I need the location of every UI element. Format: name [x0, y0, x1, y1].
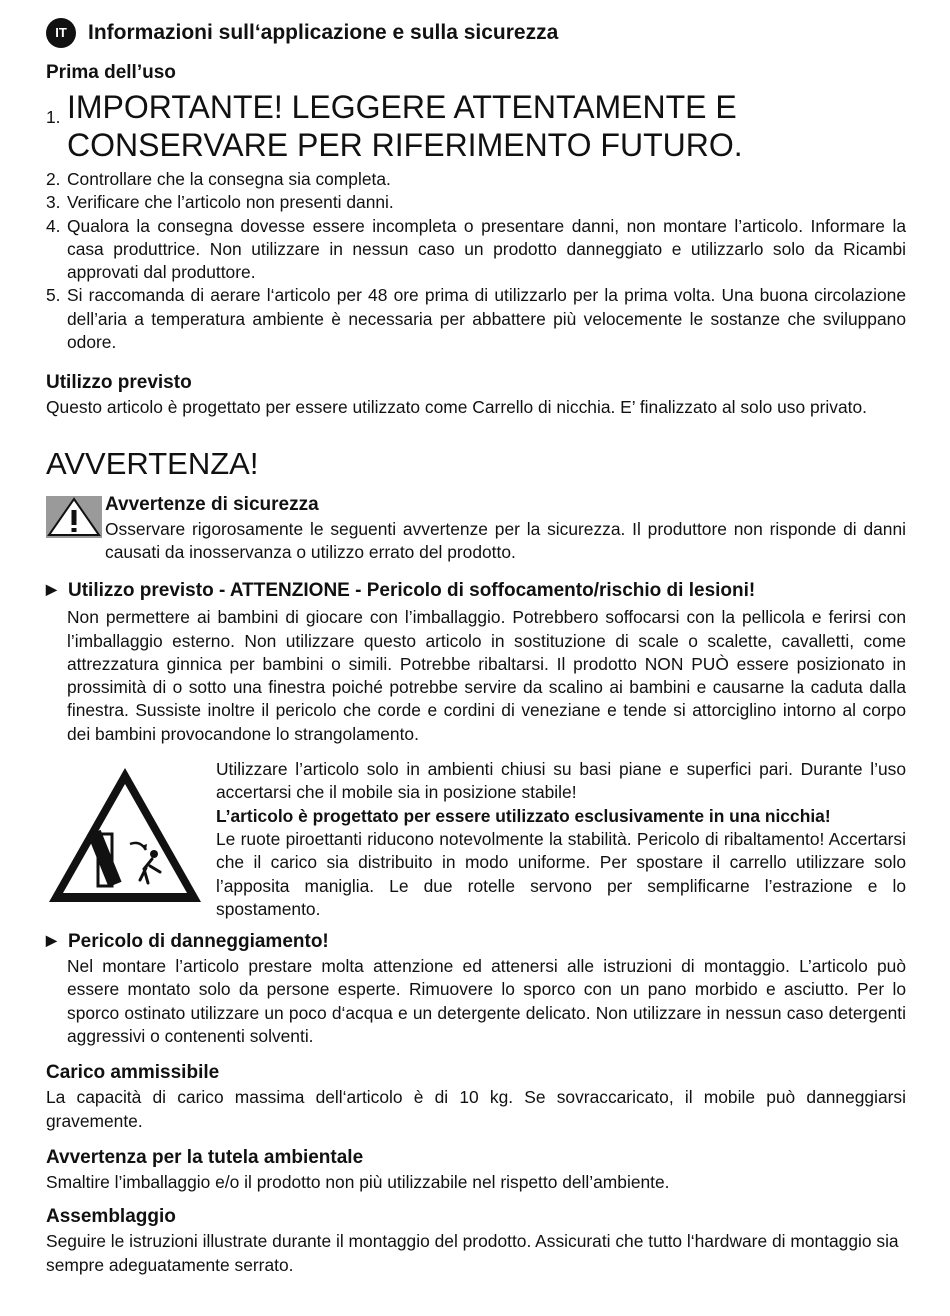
arrow-right-icon: ▶ — [46, 581, 57, 598]
list-item — [46, 284, 906, 354]
assembly-heading: Assemblaggio — [46, 1206, 176, 1228]
item-number: 3. — [46, 192, 61, 213]
damage-heading-row — [46, 931, 906, 953]
item-text: Controllare che la consegna sia completa. — [67, 169, 391, 189]
damage-heading: Pericolo di danneggiamento! — [68, 931, 329, 953]
item-text: Si raccomanda di aerare l‘articolo per 48 ore prima di utilizzarlo per la prima volta. Una buona circolazione dell’aria a temperatura ambiente è necessaria per abbattere più velocemente le sostanze che sviluppano odore. — [67, 285, 906, 353]
list-item — [46, 215, 906, 285]
safety-heading: Avvertenze di sicurezza — [105, 493, 319, 515]
item-number: 2. — [46, 169, 61, 189]
damage-text: Nel montare l’articolo prestare molta attenzione ed attenersi alle istruzioni di montaggio. L’articolo può essere montato solo da persone esperte. Rimuovere lo sporco con un pano morbido e asciutto. Per lo sporco ostinato utilizzare un poco d‘acqua e un detergente delicato. Non utilizzare in nessun caso detergenti aggressivi o contenenti solventi. — [67, 956, 906, 1047]
item-number: 1. — [46, 107, 61, 127]
warning-triangle-icon — [46, 496, 102, 538]
page-title: Informazioni sull‘applicazione e sulla sicurezza — [88, 21, 559, 44]
important-notice — [46, 88, 906, 164]
attention-section — [46, 580, 906, 746]
attention-heading: Utilizzo previsto - ATTENZIONE - Pericolo di soffocamento/rischio di lesioni! — [68, 580, 756, 602]
assembly-text: Seguire le istruzioni illustrate durante il montaggio del prodotto. Assicurati che tutto l‘hardware di montaggio sia sempre adeguatamente serrato. — [46, 1231, 899, 1275]
tipping-section — [46, 758, 906, 921]
tipping-text-2: Le ruote piroettanti riducono notevolmente la stabilità. Pericolo di ribaltamento! Accertarsi che il carico sia distribuito in modo uniforme. Per spostare il carrello utilizzare solo l’apposita maniglia. Le due rotelle servono per semplificarne l’estrazione e lo spostamento. — [216, 828, 906, 919]
arrow-right-icon: ▶ — [46, 932, 57, 949]
item-text: Verificare che l’articolo non presenti danni. — [67, 192, 394, 213]
environment-section — [46, 1147, 906, 1194]
tipping-bold-text: L’articolo è progettato per essere utilizzato esclusivamente in una nicchia! — [216, 805, 831, 826]
safety-text: Osservare rigorosamente le seguenti avvertenze per la sicurezza. Il produttore non risponde di danni causati da inosservanza o utilizzo errato del prodotto. — [105, 518, 906, 562]
safety-content — [105, 494, 906, 565]
item-number: 5. — [46, 285, 61, 306]
tipping-content — [216, 758, 906, 921]
intended-use-section — [46, 372, 906, 419]
list-item — [46, 191, 906, 214]
assembly-section — [46, 1206, 906, 1277]
intended-use-text: Questo articolo è progettato per essere utilizzato come Carrello di nicchia. E’ finalizzato al solo uso privato. — [46, 397, 867, 418]
environment-heading: Avvertenza per la tutela ambientale — [46, 1146, 364, 1168]
tipping-hazard-icon — [46, 764, 204, 906]
warning-heading: AVVERTENZA! — [46, 445, 259, 481]
attention-text: Non permettere ai bambini di giocare con l’imballaggio. Potrebbero soffocarsi con la pellicola e ferirsi con l’imballaggio esterno. Non utilizzare questo articolo in sostituzione di scale o scalette, cavalletti, come attrezzatura ginnica per bambini o simili. Potrebbe ribaltarsi. Il prodotto NON PUÒ essere posizionato in prossimità di o sotto una finestra poiché potrebbe servire da scalino ai bambini e causarne la caduta dalla finestra. Sussiste inoltre il pericolo che corde e cordini di veneziane e tende si attorciglino intorno al corpo dei bambini provocandone lo strangolamento. — [67, 607, 906, 744]
intended-use-heading: Utilizzo previsto — [46, 372, 192, 394]
tipping-text-1: Utilizzare l’articolo solo in ambienti chiusi su basi piane e superfici pari. Durante l’uso accertarsi che il mobile sia in posizione stabile! — [216, 759, 906, 803]
list-item — [46, 168, 906, 191]
environment-text: Smaltire l’imballaggio e/o il prodotto non più utilizzabile nel rispetto dell’ambiente. — [46, 1171, 670, 1192]
before-use-list — [46, 168, 906, 354]
before-use-heading: Prima dell’uso — [46, 62, 176, 83]
important-text: IMPORTANTE! LEGGERE ATTENTAMENTE E CONSERVARE PER RIFERIMENTO FUTURO. — [67, 89, 743, 163]
section-title — [46, 18, 906, 48]
language-badge: IT — [46, 18, 76, 48]
damage-section — [46, 931, 906, 1048]
attention-heading-row — [46, 580, 906, 602]
load-text: La capacità di carico massima dell‘articolo è di 10 kg. Se sovraccaricato, il mobile può danneggiarsi gravemente. — [46, 1087, 906, 1131]
item-number: 4. — [46, 215, 61, 236]
safety-block — [46, 494, 906, 565]
load-heading: Carico ammissibile — [46, 1062, 220, 1084]
item-text: Qualora la consegna dovesse essere incompleta o presentare danni, non montare l’articolo. Informare la casa produttrice. Non utilizzare in nessun caso un prodotto danneggiato e utilizzarlo solo da Ricambi approvati dal produttore. — [67, 215, 906, 283]
load-section — [46, 1062, 906, 1133]
manual-page — [46, 18, 906, 1277]
